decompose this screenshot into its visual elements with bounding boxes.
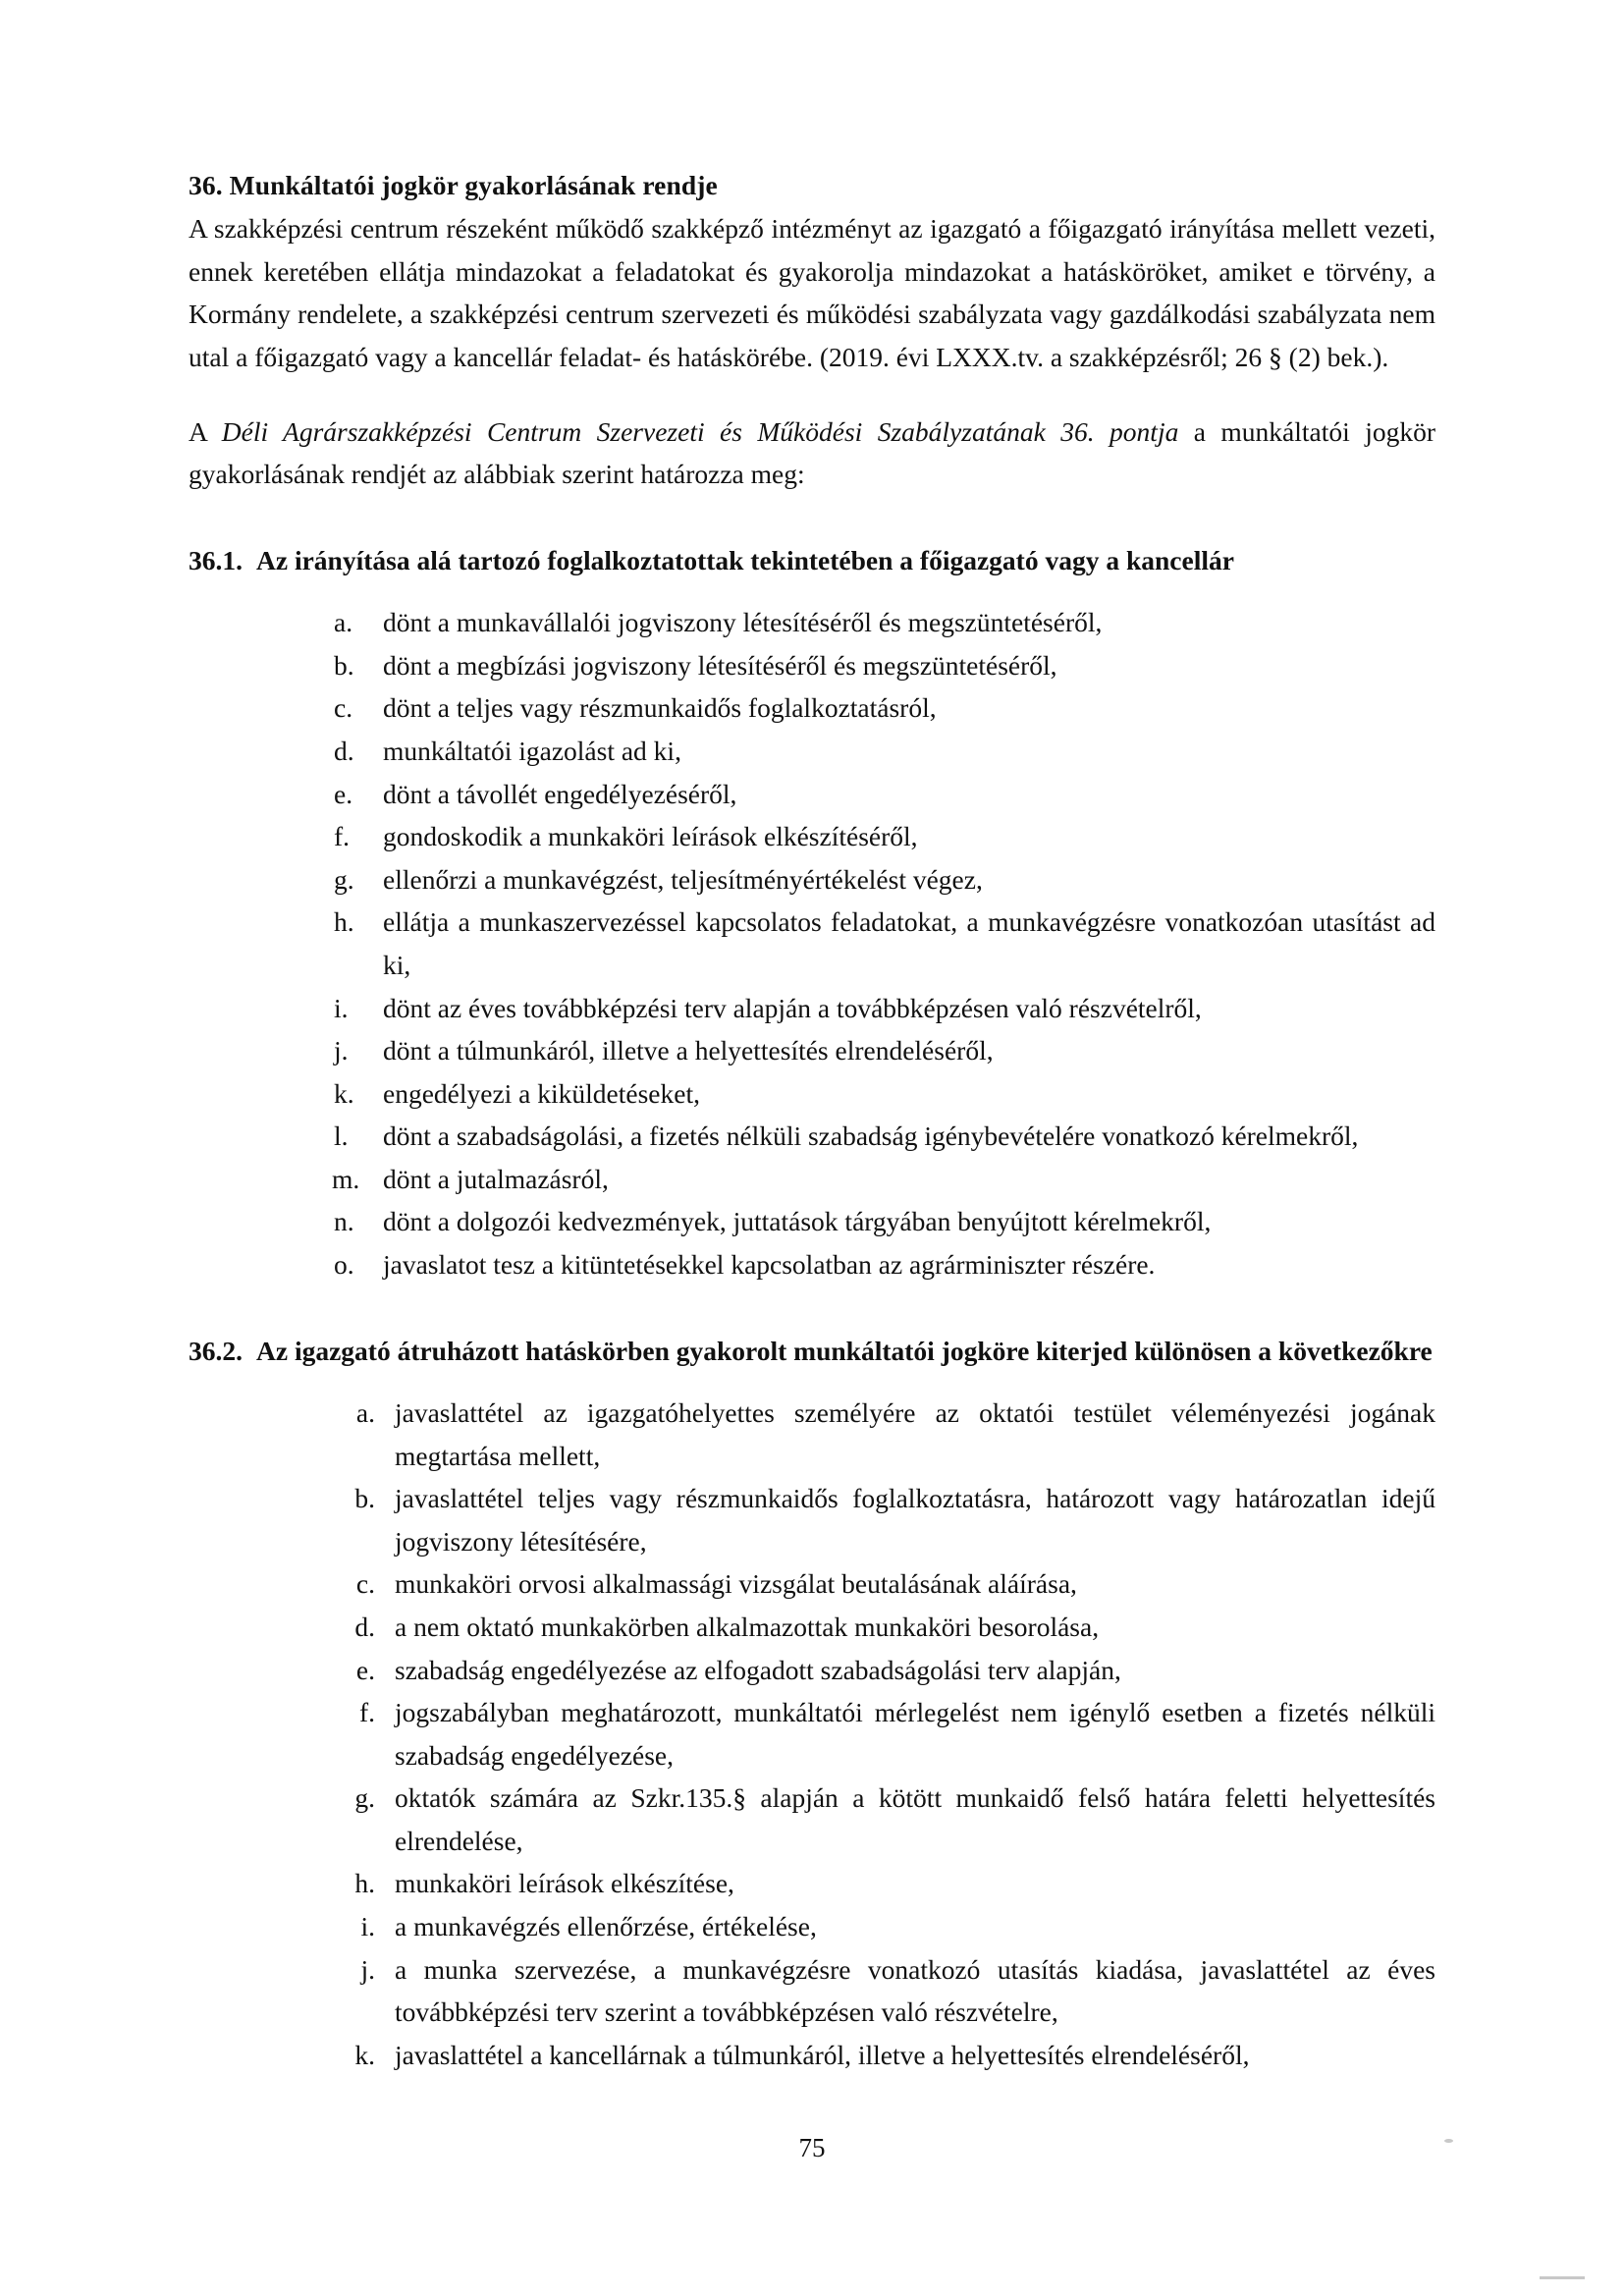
list-item-text: javaslattétel a kancellárnak a túlmunkáról, illetve a helyettesítés elrendeléséről, bbox=[395, 2039, 1250, 2070]
list-item bbox=[353, 1562, 1435, 1606]
list-marker: j. bbox=[360, 1953, 375, 1985]
subsection-title: Az igazgató átruházott hatáskörben gyakorolt munkáltatói jogköre kiterjed különösen a következőkre bbox=[256, 1335, 1433, 1366]
list-marker: c. bbox=[334, 692, 353, 724]
scan-artifact bbox=[1540, 2276, 1585, 2279]
list-item bbox=[334, 1158, 1435, 1201]
list-item-text: javaslatot tesz a kitüntetésekkel kapcsolatban az agrárminiszter részére. bbox=[383, 1248, 1156, 1280]
list-item bbox=[334, 987, 1435, 1030]
reference-title: Déli Agrárszakképzési Centrum Szervezeti és Működési Szabályzatának 36. pontja bbox=[221, 415, 1179, 447]
list-marker: g. bbox=[354, 1782, 375, 1814]
subsection-number: 36.2. bbox=[189, 1335, 243, 1366]
list-item-text: munkaköri orvosi alkalmassági vizsgálat beutalásának aláírása, bbox=[395, 1568, 1077, 1600]
list-marker: j. bbox=[334, 1035, 349, 1066]
list-item bbox=[353, 1606, 1435, 1649]
list-item-text: dönt a megbízási jogviszony létesítéséről és megszüntetéséről, bbox=[383, 649, 1057, 681]
list-item bbox=[353, 1948, 1435, 2034]
list-marker: a. bbox=[334, 607, 353, 638]
list-marker: b. bbox=[334, 649, 354, 681]
list-item-text: dönt a túlmunkáról, illetve a helyettesítés elrendeléséről, bbox=[383, 1035, 994, 1066]
list-item-text: a munka szervezése, a munkavégzésre vonatkozó utasítás kiadása, javaslattétel az éves továbbképzési terv szerint a továbbképzésen való részvételre, bbox=[395, 1953, 1435, 2028]
list-item bbox=[334, 815, 1435, 858]
list-item-text: ellátja a munkaszervezéssel kapcsolatos feladatokat, a munkavégzésre vonatkozóan utasítást ad ki, bbox=[383, 906, 1435, 980]
list-marker: i. bbox=[334, 992, 349, 1023]
list-marker: g. bbox=[334, 863, 354, 895]
list-marker: e. bbox=[355, 1654, 375, 1685]
list-marker: k. bbox=[354, 2039, 375, 2070]
list-item bbox=[334, 1243, 1435, 1286]
list-marker: k. bbox=[334, 1077, 354, 1109]
list-item bbox=[353, 1649, 1435, 1692]
list-item-text: dönt a dolgozói kedvezmények, juttatások tárgyában benyújtott kérelmekről, bbox=[383, 1206, 1212, 1237]
list-item bbox=[334, 644, 1435, 687]
list-item bbox=[334, 1200, 1435, 1243]
list-item-text: munkáltatói igazolást ad ki, bbox=[383, 736, 681, 767]
list-item-text: ellenőrzi a munkavégzést, teljesítményértékelést végez, bbox=[383, 863, 983, 895]
subsection-36-1-list bbox=[189, 601, 1435, 1285]
subsection-number: 36.1. bbox=[189, 544, 243, 575]
section-heading: 36. Munkáltatói jogkör gyakorlásának rendje bbox=[189, 170, 718, 200]
list-item-text: a nem oktató munkakörben alkalmazottak munkaköri besorolása, bbox=[395, 1612, 1100, 1643]
list-marker: m. bbox=[332, 1163, 360, 1194]
list-item bbox=[353, 1691, 1435, 1777]
list-item bbox=[334, 858, 1435, 902]
list-item-text: dönt a szabadságolási, a fizetés nélküli szabadság igénybevételére vonatkozó kérelmekről, bbox=[383, 1121, 1359, 1152]
page-content bbox=[189, 165, 1435, 2076]
list-item-text: javaslattétel az igazgatóhelyettes személyére az oktatói testület véleményezési jogának megtartása mellett, bbox=[395, 1397, 1435, 1471]
list-item-text: dönt a távollét engedélyezéséről, bbox=[383, 778, 737, 809]
scan-artifact bbox=[1444, 2139, 1453, 2143]
list-item bbox=[334, 601, 1435, 644]
list-marker: e. bbox=[334, 778, 353, 809]
list-marker: n. bbox=[334, 1206, 354, 1237]
list-item bbox=[334, 1115, 1435, 1158]
list-marker: d. bbox=[334, 736, 354, 767]
list-item bbox=[334, 686, 1435, 730]
list-item-text: dönt a teljes vagy részmunkaidős foglalkoztatásról, bbox=[383, 692, 937, 724]
list-item-text: gondoskodik a munkaköri leírások elkészítéséről, bbox=[383, 821, 918, 852]
subsection-title: Az irányítása alá tartozó foglalkoztatottak tekintetében a főigazgató vagy a kancellár bbox=[256, 544, 1234, 575]
reference-tail: a munkáltatói jogkör gyakorlásának rendjét az alábbiak szerint határozza meg: bbox=[189, 415, 1436, 490]
list-item-text: munkaköri leírások elkészítése, bbox=[395, 1868, 734, 1899]
list-item bbox=[353, 1392, 1435, 1477]
subsection-heading-36-2 bbox=[189, 1330, 1435, 1373]
subsection-36-2-list bbox=[189, 1392, 1435, 2076]
list-item bbox=[353, 1777, 1435, 1862]
list-marker: f. bbox=[358, 1697, 375, 1728]
subsection-heading-36-1 bbox=[189, 539, 1435, 582]
list-marker: f. bbox=[334, 821, 351, 852]
list-item bbox=[334, 1072, 1435, 1116]
list-item-text: javaslattétel teljes vagy részmunkaidős foglalkoztatásra, határozott vagy határozatlan idejű jogviszony létesítésére, bbox=[395, 1483, 1435, 1557]
list-item bbox=[353, 1905, 1435, 1948]
list-item bbox=[334, 773, 1435, 816]
list-item-text: a munkavégzés ellenőrzése, értékelése, bbox=[395, 1911, 817, 1942]
list-item bbox=[334, 901, 1435, 986]
list-item bbox=[334, 1029, 1435, 1072]
page-number: 75 bbox=[798, 2133, 826, 2162]
list-item bbox=[353, 1477, 1435, 1562]
list-item-text: szabadság engedélyezése az elfogadott szabadságolási terv alapján, bbox=[395, 1654, 1121, 1685]
reference-paragraph bbox=[189, 410, 1435, 496]
list-marker: h. bbox=[354, 1868, 375, 1899]
list-item-text: dönt a jutalmazásról, bbox=[383, 1163, 609, 1194]
list-marker: h. bbox=[334, 906, 354, 938]
list-item bbox=[353, 2034, 1435, 2077]
list-marker: a. bbox=[355, 1397, 375, 1429]
list-item-text: jogszabályban meghatározott, munkáltatói mérlegelést nem igénylő esetben a fizetés nélküli szabadság engedélyezése, bbox=[395, 1697, 1435, 1771]
page-footer bbox=[0, 2133, 1624, 2163]
list-marker: o. bbox=[334, 1248, 354, 1280]
list-marker: b. bbox=[354, 1483, 375, 1514]
list-marker: l. bbox=[334, 1121, 349, 1152]
list-item-text: dönt a munkavállalói jogviszony létesítéséről és megszüntetéséről, bbox=[383, 607, 1103, 638]
list-item-text: oktatók számára az Szkr.135.§ alapján a kötött munkaidő felső határa feletti helyettesítés elrendelése, bbox=[395, 1782, 1435, 1856]
list-marker: i. bbox=[360, 1911, 375, 1942]
list-marker: c. bbox=[355, 1568, 375, 1600]
list-marker: d. bbox=[354, 1612, 375, 1643]
reference-lead: A bbox=[189, 415, 222, 447]
list-item bbox=[334, 730, 1435, 773]
list-item bbox=[353, 1862, 1435, 1905]
list-item-text: engedélyezi a kiküldetéseket, bbox=[383, 1077, 700, 1109]
list-item-text: dönt az éves továbbképzési terv alapján a továbbképzésen való részvételről, bbox=[383, 992, 1202, 1023]
intro-paragraph: A szakképzési centrum részeként működő szakképző intézményt az igazgató a főigazgató irányítása mellett vezeti, ennek keretében ellátja mindazokat a feladatokat és gyakorolja mindazokat a hatásköröket, amiket e törvény, a Kormány rendelete, a szakképzési centrum szervezeti és működési szabályzata vagy gazdálkodási szabályzata nem utal a főigazgató vagy a kancellár feladat- és hatáskörébe. (2019. évi LXXX.tv. a szakképzésről; 26 § (2) bek.). bbox=[189, 213, 1435, 372]
